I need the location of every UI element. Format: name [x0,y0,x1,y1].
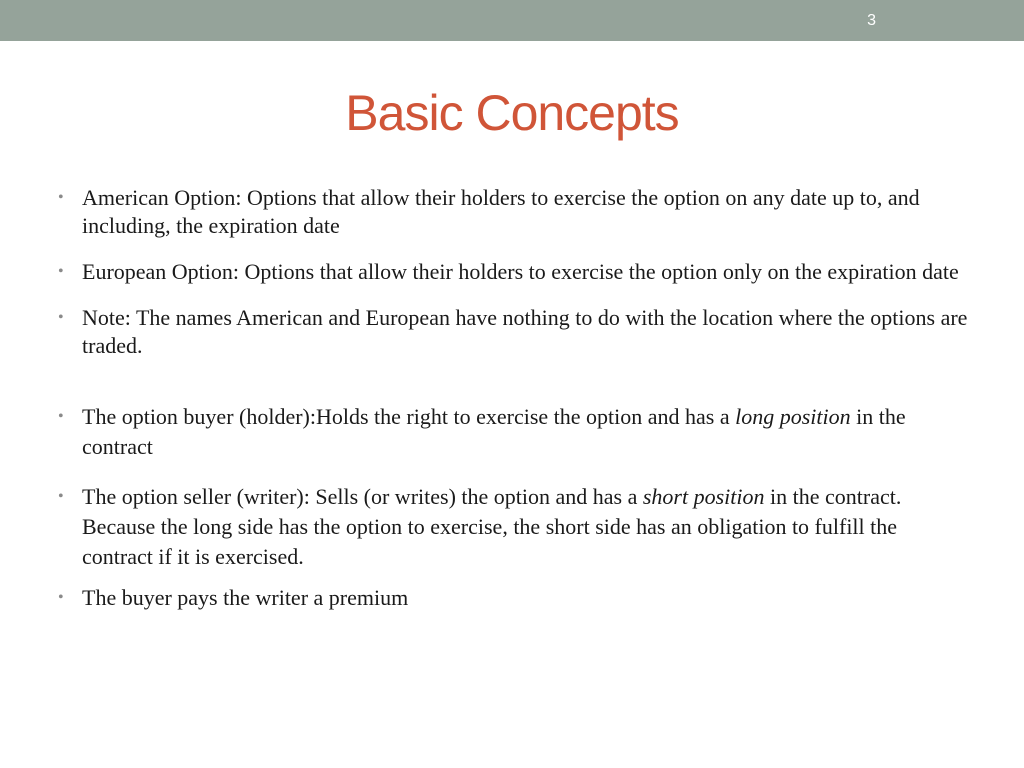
bullet-text-end: in the contract [82,404,906,459]
bullet-option-buyer [58,402,968,462]
bullet-premium [58,584,968,612]
bullet-dot-icon: • [58,189,64,206]
bullet-list [58,184,968,612]
slide-title: Basic Concepts [345,85,679,141]
bullet-text-start: The option seller (writer): Sells (or writes) the option and has a [82,484,643,509]
bullet-option-seller [58,482,968,572]
bullet-emphasis-short-position: short position [642,484,765,509]
bullet-dot-icon: • [58,408,64,425]
bullet-note [58,304,968,360]
bullet-dot-icon: • [58,488,64,505]
bullet-text: Note: The names American and European have nothing to do with the location where the options are traded. [82,305,968,358]
bullet-emphasis-long-position: long position [735,404,851,429]
top-bar [0,0,1024,41]
bullet-text-start: The option buyer (holder):Holds the right to exercise the option and has a [82,404,736,429]
bullet-text: American Option: Options that allow their holders to exercise the option on any date up to, and including, the expiration date [82,185,920,238]
bullet-european-option [58,258,968,286]
bullet-dot-icon: • [58,589,64,606]
bullet-dot-icon: • [58,309,64,326]
bullet-dot-icon: • [58,263,64,280]
bullet-american-option [58,184,968,240]
bullet-text-end: in the contract. Because the long side has the option to exercise, the short side has an obligation to fulfill the contract if it is exercised. [82,484,902,569]
bullet-text: European Option: Options that allow their holders to exercise the option only on the expiration date [82,259,959,284]
slide-number: 3 [867,12,876,29]
bullet-text: The buyer pays the writer a premium [82,585,409,610]
